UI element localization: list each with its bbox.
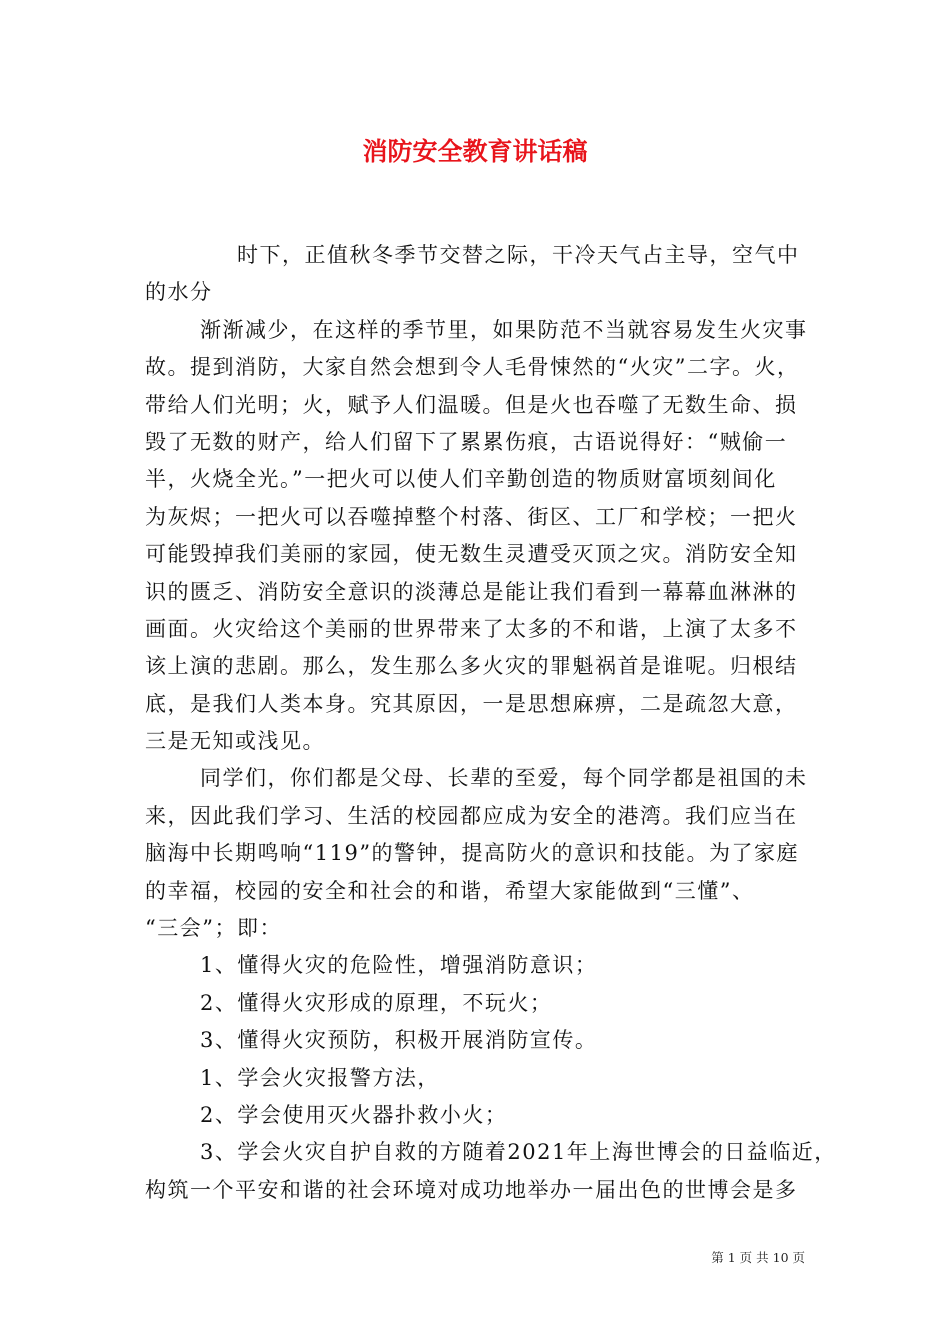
text-line: 可能毁掉我们美丽的家园，使无数生灵遭受灭顶之灾。消防安全知 xyxy=(145,542,798,567)
text-line: 画面。火灾给这个美丽的世界带来了太多的不和谐，上演了太多不 xyxy=(145,616,798,641)
text-line: 毁了无数的财产，给人们留下了累累伤痕，古语说得好：“贼偷一 xyxy=(145,429,788,454)
list-item: 1、懂得火灾的危险性，增强消防意识； xyxy=(200,953,598,978)
text-line: 三是无知或浅见。 xyxy=(145,729,325,754)
list-item: 1、学会火灾报警方法， xyxy=(200,1065,440,1090)
list-item: 2、学会使用灭火器扑救小火； xyxy=(200,1102,508,1127)
text-line: 渐渐减少，在这样的季节里，如果防范不当就容易发生火灾事 xyxy=(200,317,808,342)
text-line: 脑海中长期鸣响“119”的警钟，提高防火的意识和技能。为了家庭 xyxy=(145,841,800,866)
text-line: 的水分 xyxy=(145,280,213,305)
list-item: 2、懂得火灾形成的原理，不玩火； xyxy=(200,990,553,1015)
page-number: 第 1 页 共 10 页 xyxy=(711,1250,805,1265)
text-line: 故。提到消防，大家自然会想到令人毛骨悚然的“火灾”二字。火， xyxy=(145,355,800,380)
text-line: 带给人们光明；火，赋予人们温暖。但是火也吞噬了无数生命、损 xyxy=(145,392,798,417)
list-item: 3、学会火灾自护自救的方随着2021年上海世博会的日益临近， xyxy=(200,1140,837,1165)
text-line: 同学们，你们都是父母、长辈的至爱，每个同学都是祖国的未 xyxy=(200,766,808,791)
text-line: 为灰烬；一把火可以吞噬掉整个村落、街区、工厂和学校；一把火 xyxy=(145,504,798,529)
text-line: 构筑一个平安和谐的社会环境对成功地举办一届出色的世博会是多 xyxy=(145,1177,798,1202)
document-title: 消防安全教育讲话稿 xyxy=(362,137,588,166)
text-line: 半，火烧全光。”一把火可以使人们辛勤创造的物质财富顷刻间化 xyxy=(145,467,777,492)
text-line: 来，因此我们学习、生活的校园都应成为安全的港湾。我们应当在 xyxy=(145,803,798,828)
list-item: 3、懂得火灾预防，积极开展消防宣传。 xyxy=(200,1028,598,1053)
document-body xyxy=(145,237,837,1209)
text-line: 时下，正值秋冬季节交替之际，干冷天气占主导，空气中 xyxy=(237,243,800,267)
text-line: 的幸福，校园的安全和社会的和谐，希望大家能做到“三懂”、 xyxy=(145,878,755,903)
text-line: 该上演的悲剧。那么，发生那么多火灾的罪魁祸首是谁呢。归根结 xyxy=(145,654,798,679)
text-line: “三会”；即： xyxy=(145,916,282,941)
text-line: 识的匮乏、消防安全意识的淡薄总是能让我们看到一幕幕血淋淋的 xyxy=(145,579,798,604)
text-line: 底，是我们人类本身。究其原因，一是思想麻痹，二是疏忽大意， xyxy=(145,691,798,716)
